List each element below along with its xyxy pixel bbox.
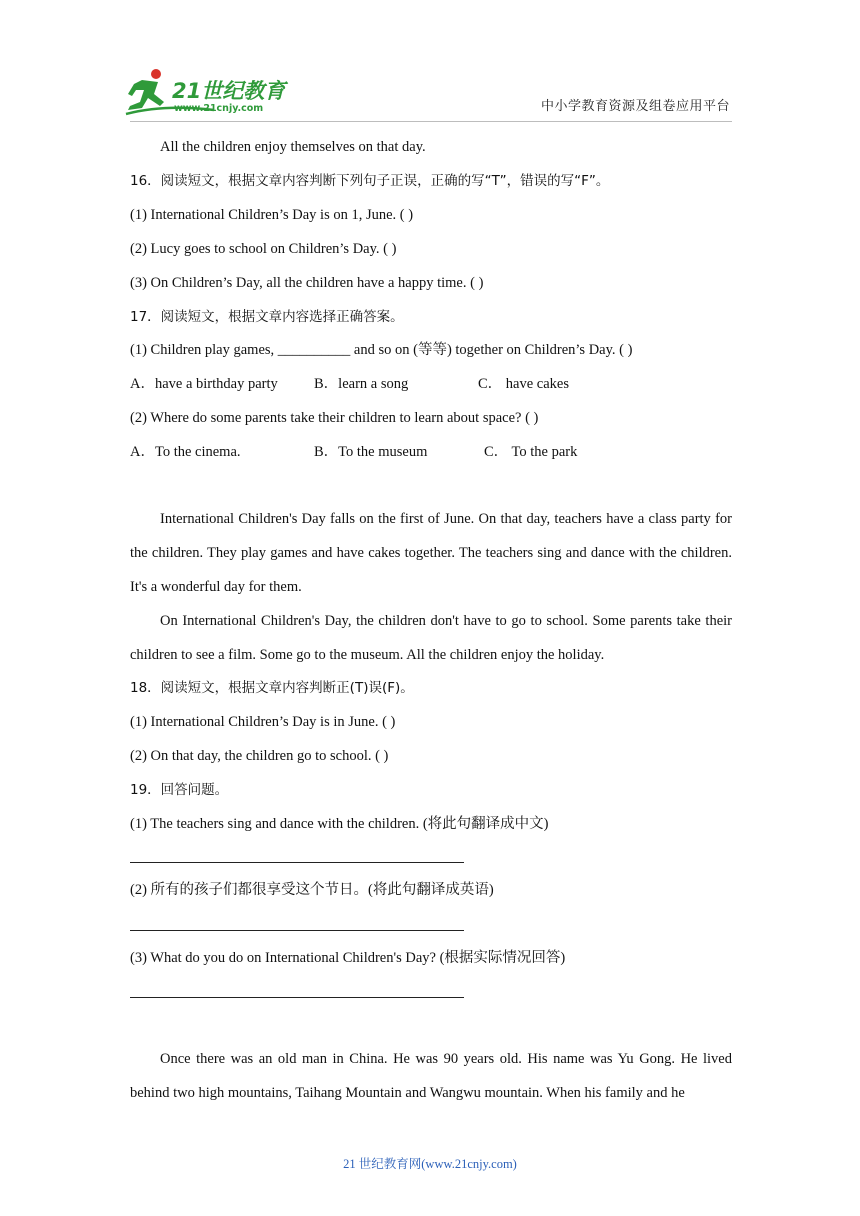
option-b: B．learn a song (314, 376, 409, 392)
page-header (0, 0, 860, 125)
question-17-item-1: (1) Children play games, __________ and so on (等等) together on Children’s Day. ( ) (130, 342, 633, 358)
reading-passage-2: On International Children's Day, the children don't have to go to school. Some parents take their children to see a film. Some go to the museum. All the children enjoy the holiday. (130, 613, 732, 663)
reading-passage-3: Once there was an old man in China. He was 90 years old. His name was Yu Gong. He lived behind two high mountains, Taihang Mountain and Wangwu mountain. When his family and he (130, 1051, 732, 1101)
question-17-title: 17．阅读短文，根据文章内容选择正确答案。 (130, 309, 404, 325)
answer-line[interactable] (130, 997, 464, 998)
platform-name: 中小学教育资源及组卷应用平台 (540, 99, 730, 114)
question-17-item-2: (2) Where do some parents take their children to learn about space? ( ) (130, 410, 539, 426)
question-16-item-2: (2) Lucy goes to school on Children’s Day. ( ) (130, 241, 397, 257)
question-19-item-1: (1) The teachers sing and dance with the children. (将此句翻译成中文) (130, 816, 549, 832)
option-a: A．To the cinema. (130, 444, 241, 460)
option-c: C． have cakes (478, 376, 569, 392)
answer-line[interactable] (130, 862, 464, 863)
passage-end-line: All the children enjoy themselves on that day. (160, 139, 426, 155)
question-18-item-2: (2) On that day, the children go to school. ( ) (130, 748, 389, 764)
question-19-title: 19．回答问题。 (130, 782, 229, 798)
option-c: C． To the park (484, 444, 578, 460)
question-18-title: 18．阅读短文，根据文章内容判断正(T)误(F)。 (130, 680, 414, 696)
page-footer[interactable]: 21 世纪教育网(www.21cnjy.com) (343, 1157, 517, 1171)
reading-passage-1: International Children's Day falls on the first of June. On that day, teachers have a class party for the children. They play games and have cakes together. The teachers sing and dance with the children. It's a wonderful day for them. (130, 511, 732, 595)
header-divider (130, 121, 732, 122)
answer-line[interactable] (130, 930, 464, 931)
question-16-item-3: (3) On Children’s Day, all the children have a happy time. ( ) (130, 275, 484, 291)
site-logo[interactable] (124, 66, 294, 118)
question-19-item-2: (2) 所有的孩子们都很享受这个节日。(将此句翻译成英语) (130, 882, 494, 898)
option-b: B．To the museum (314, 444, 428, 460)
logo-text: 21世纪教育 (172, 79, 286, 103)
option-a: A．have a birthday party (130, 376, 278, 392)
question-18-item-1: (1) International Children’s Day is in June. ( ) (130, 714, 396, 730)
question-16-title: 16．阅读短文，根据文章内容判断下列句子正误，正确的写“T”，错误的写“F”。 (130, 173, 610, 189)
logo-url: www.21cnjy.com (174, 103, 264, 114)
question-19-item-3: (3) What do you do on International Children's Day? (根据实际情况回答) (130, 950, 566, 966)
runner-logo-icon (124, 66, 294, 118)
question-16-item-1: (1) International Children’s Day is on 1, June. ( ) (130, 207, 414, 223)
